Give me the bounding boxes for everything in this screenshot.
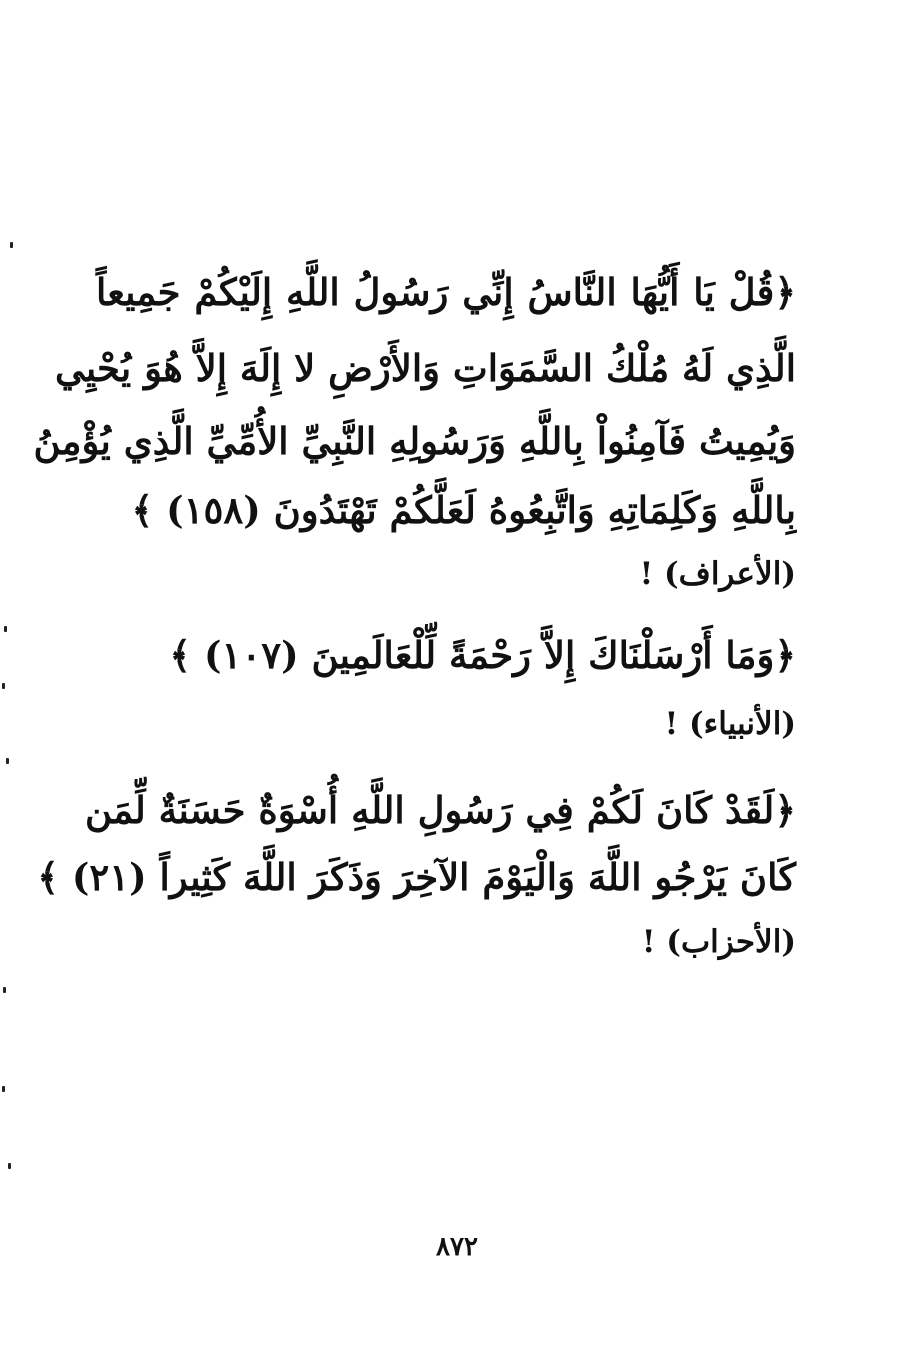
surah-citation: (الأعراف) ! xyxy=(639,556,796,592)
scan-speck xyxy=(8,1163,11,1169)
scan-speck xyxy=(6,758,9,764)
scan-speck xyxy=(2,1086,5,1092)
verse-line: كَانَ يَرْجُو اللَّهَ وَالْيَوْمَ الآخِرَ وَذَكَرَ اللَّهَ كَثِيراً (٢١) ﴾ xyxy=(37,855,796,899)
verse-line: ﴿وَمَا أَرْسَلْنَاكَ إِلاَّ رَحْمَةً لِّلْعَالَمِينَ (١٠٧) ﴾ xyxy=(169,633,796,677)
verse-line: بِاللَّهِ وَكَلِمَاتِهِ وَاتَّبِعُوهُ لَعَلَّكُمْ تَهْتَدُونَ (١٥٨) ﴾ xyxy=(131,488,796,532)
scan-speck xyxy=(3,987,6,993)
scan-speck xyxy=(10,242,13,248)
scan-speck xyxy=(4,626,7,632)
verse-line: وَيُمِيتُ فَآمِنُواْ بِاللَّهِ وَرَسُولِهِ النَّبِيِّ الأُمِّيِّ الَّذِي يُؤْمِنُ xyxy=(33,419,796,463)
page-number: ٨٧٢ xyxy=(436,1232,478,1262)
scan-speck xyxy=(2,683,5,689)
verse-line: ﴿لَقَدْ كَانَ لَكُمْ فِي رَسُولِ اللَّهِ أُسْوَةٌ حَسَنَةٌ لِّمَن xyxy=(84,788,796,832)
verse-line: ﴿قُلْ يَا أَيُّهَا النَّاسُ إِنِّي رَسُولُ اللَّهِ إِلَيْكُمْ جَمِيعاً xyxy=(96,270,796,314)
verse-line: الَّذِي لَهُ مُلْكُ السَّمَوَاتِ وَالأَرْضِ لا إِلَهَ إِلاَّ هُوَ يُحْيِي xyxy=(55,346,796,390)
surah-citation: (الأحزاب) ! xyxy=(641,924,796,960)
surah-citation: (الأنبياء) ! xyxy=(664,706,796,742)
